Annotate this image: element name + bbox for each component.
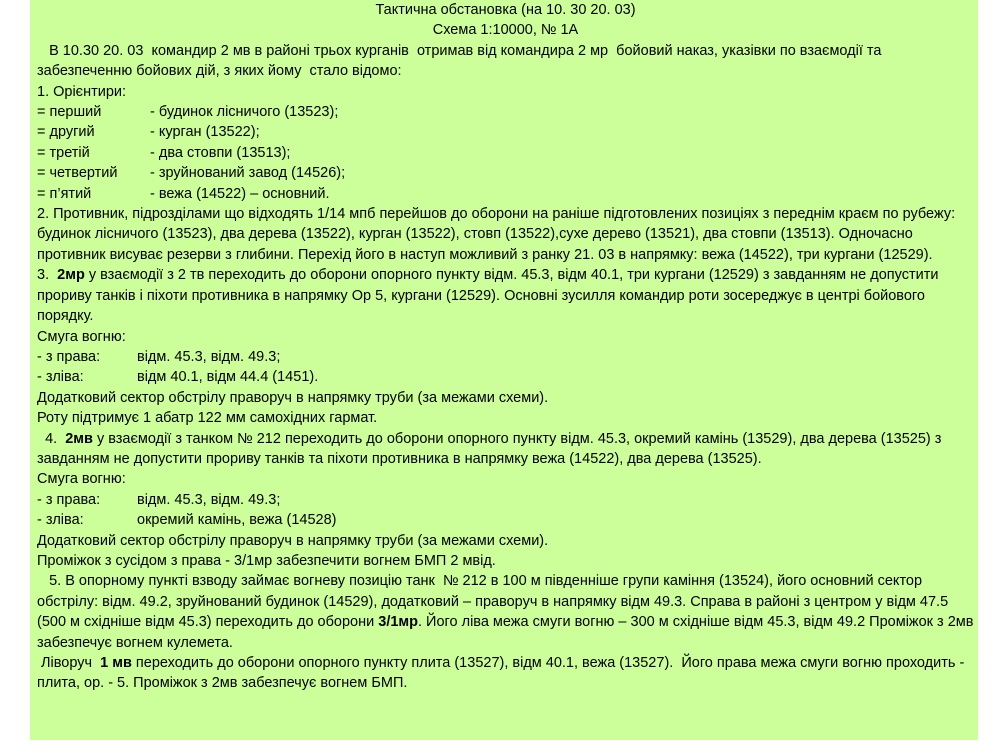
fire-band-value: відм. 45.3, відм. 49.3; [137, 348, 281, 365]
unit-name: 2мр [57, 267, 85, 284]
paragraph-text: у взаємодії з 2 тв переходить до оборони опорного пункту відм. 45.3, відм 40.1, три кургани (12529) з завданням не допустити прориву танків і піхоти противника в напрямку Ор 5, кургани (12529). Основні зусилля командир роти зосереджує в центрі бойового порядку. [37, 267, 943, 325]
support-line: Роту підтримує 1 абатр 122 мм самохідних гармат. [37, 410, 378, 427]
paragraph-text: 5. В опорному пункті взводу займає вогневу позицію танк № 212 в 100 м південніше групи каміння (13524), його основний сектор обстрілу: відм. 49.2, зруйнований будинок (14529), додатковий – праворуч в напрямку відм 49.3. Справа в районі з центром у відм 47.5 (500 м східніше відм 45.3) переходить до оборони [37, 573, 953, 631]
fire-band-heading: Смуга вогню: [37, 328, 126, 345]
unit-name: 1 мв [100, 655, 132, 671]
landmark-name: = другий [37, 124, 95, 141]
gap-line: Проміжок з сусідом з права - 3/1мр забезпечити вогнем БМП 2 мвід. [37, 552, 496, 569]
unit-name: 3/1мр [378, 614, 418, 631]
document-title: Тактична обстановка (на 10. 30 20. 03) [375, 2, 636, 18]
landmark-value: - курган (13522); [150, 124, 260, 141]
landmark-item [37, 163, 974, 183]
unit-name: 2мв [65, 430, 93, 447]
landmark-value: - зруйнований завод (14526); [150, 165, 346, 182]
landmark-item [37, 122, 974, 142]
enemy-paragraph: 2. Противник, підрозділами що відходять 1/14 мпб перейшов до оборони на раніше підготовлених позиціях з переднім краєм по рубежу: будинок лісничого (13523), два дерева (13522), курган (13522), стовп (13522),сухе дерево (13521), два стовпи (13513). Одночасно противник висуває резерви з глибини. Перехід його в наступ можливий з ранку 21. 03 в напрямку: вежа (14522), три кургани (12529). [37, 206, 956, 263]
fire-band-right [37, 490, 974, 510]
intro-paragraph: В 10.30 20. 03 командир 2 мв в районі трьох курганів отримав від командира 2 мр бойовий наказ, указівки по взаємодії та забезпеченню бойових дій, з яких йому стало відомо: [37, 42, 886, 80]
paragraph-text: Ліворуч [37, 655, 101, 671]
paragraph-text: . Його ліва межа смуги вогню – 300 м східніше відм 45.3, відм 49.2 Проміжок з 2мв забезпечує вогнем кулемета. [37, 614, 978, 651]
landmark-value: - вежа (14522) – основний. [150, 185, 330, 202]
paragraph-4 [37, 429, 974, 470]
landmark-name: = п’ятий [37, 185, 92, 202]
extra-sector: Додатковий сектор обстрілу праворуч в напрямку труби (за межами схеми). [37, 532, 549, 549]
paragraph-5 [37, 571, 978, 653]
extra-sector: Додатковий сектор обстрілу праворуч в напрямку труби (за межами схеми). [37, 389, 549, 406]
landmark-value: - будинок лісничого (13523); [150, 104, 339, 121]
paragraph-5-left [37, 653, 974, 694]
fire-band-heading: Смуга вогню: [37, 471, 126, 488]
fire-band-label: - зліва: [37, 369, 84, 386]
fire-band-value: відм 40.1, відм 44.4 (1451). [137, 369, 319, 386]
landmark-item [37, 143, 974, 163]
landmark-value: - два стовпи (13513); [150, 144, 291, 161]
paragraph-3 [37, 265, 974, 326]
landmark-item [37, 102, 974, 122]
fire-band-label: - з права: [37, 491, 101, 508]
fire-band-value: окремий камінь, вежа (14528) [137, 512, 337, 529]
landmark-name: = третій [37, 144, 90, 161]
paragraph-number: 3. [37, 267, 58, 284]
scheme-caption: Схема 1:10000, № 1А [432, 22, 579, 39]
fire-band-value: відм. 45.3, відм. 49.3; [137, 491, 281, 508]
fire-band-left [37, 510, 974, 530]
fire-band-left [37, 367, 974, 387]
landmark-name: = перший [37, 104, 102, 121]
fire-band-right [37, 347, 974, 367]
paragraph-text: у взаємодії з танком № 212 переходить до оборони опорного пункту відм. 45.3, окремий камінь (13529), два дерева (13525) з завданням не допустити прориву танків та піхоти противника в напрямку вежа (14522), два дерева (13525). [37, 430, 946, 467]
slide [30, 0, 978, 740]
fire-band-label: - зліва: [37, 512, 84, 529]
paragraph-text: переходить до оборони опорного пункту плита (13527), відм 40.1, вежа (13527). Його права межа смуги вогню проходить - плита, ор. - 5. Проміжок з 2мв забезпечує вогнем БМП. [37, 655, 969, 692]
paragraph-number: 4. [37, 430, 66, 447]
landmark-name: = четвертий [37, 165, 118, 182]
landmarks-heading: 1. Орієнтири: [37, 83, 127, 100]
landmark-item [37, 184, 974, 204]
fire-band-label: - з права: [37, 348, 101, 365]
